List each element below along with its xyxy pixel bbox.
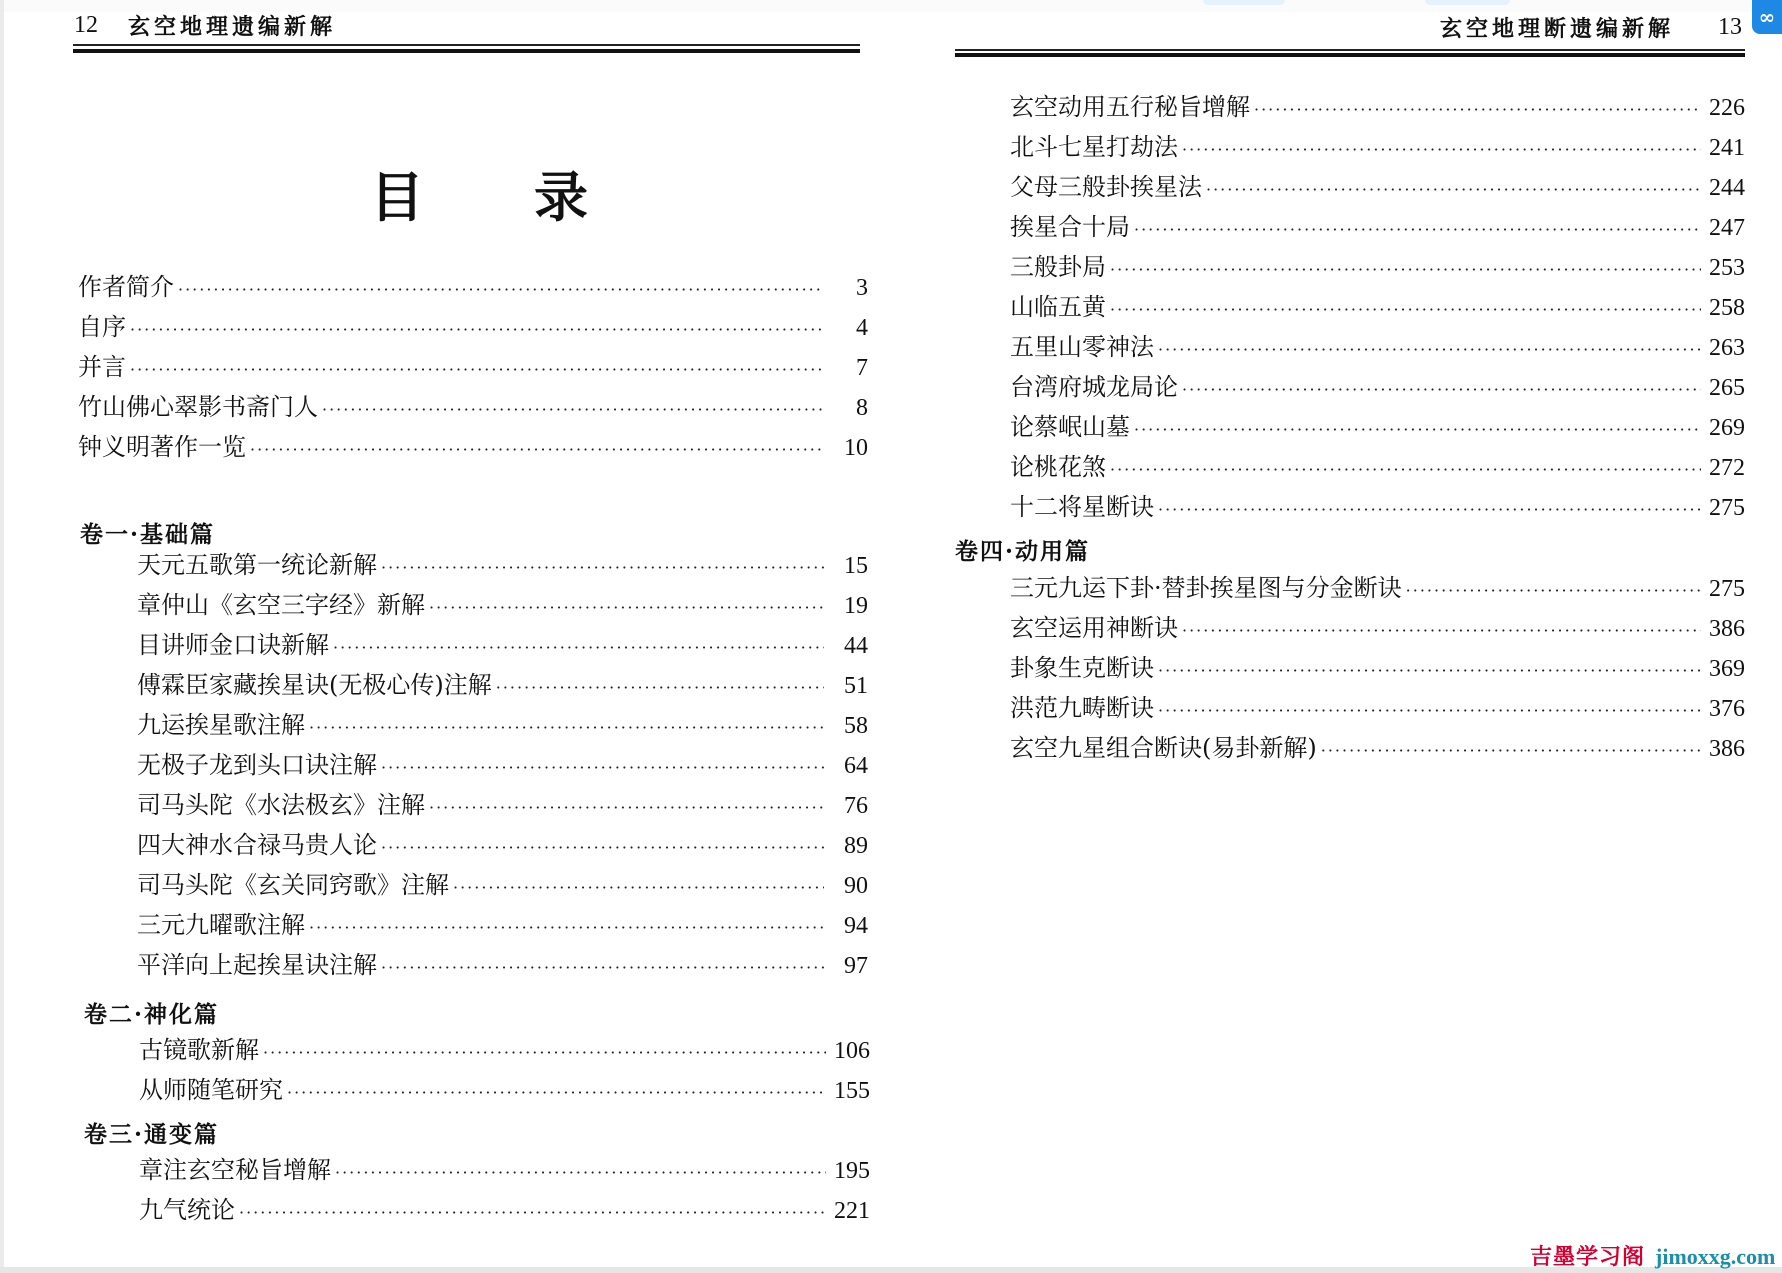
dot-leader (429, 793, 824, 823)
header-rule-thin (73, 44, 860, 46)
toc-entry-page: 94 (844, 913, 868, 939)
toc-entry-label: 九气统论 (139, 1196, 235, 1224)
dot-leader (1182, 616, 1701, 646)
toc-entry-page: 263 (1709, 335, 1745, 361)
toolbar-pill[interactable] (1425, 0, 1510, 5)
toc-entry[interactable] (137, 910, 868, 940)
toc-entry-label: 无极子龙到头口诀注解 (137, 751, 377, 779)
toc-entry-page: 10 (844, 435, 868, 461)
dot-leader (309, 713, 824, 743)
toc-entry-page: 376 (1709, 696, 1745, 722)
toc-entry-label: 三般卦局 (1010, 253, 1106, 281)
dot-leader (1110, 255, 1701, 285)
toc-entry-page: 3 (856, 275, 868, 301)
viewer-frame-left (0, 0, 4, 1273)
toc-entry-label: 目讲师金口诀新解 (137, 631, 329, 659)
toc-entry-label: 挨星合十局 (1010, 213, 1130, 241)
toc-entry-label: 洪范九畴断诀 (1010, 694, 1154, 722)
toc-entry-label: 三元九曜歌注解 (137, 911, 305, 939)
toc-entry[interactable] (78, 312, 868, 342)
toc-entry-label: 章仲山《玄空三字经》新解 (137, 591, 425, 619)
dot-leader (1158, 656, 1701, 686)
toc-entry[interactable] (137, 550, 868, 580)
dot-leader (130, 315, 824, 345)
toc-entry[interactable] (1010, 492, 1745, 522)
toc-entry-label: 自序 (78, 313, 126, 341)
toc-entry-label: 从师随笔研究 (139, 1076, 283, 1104)
toc-entry[interactable] (137, 790, 868, 820)
toolbar-pill[interactable] (1203, 0, 1285, 5)
toc-entry[interactable] (139, 1035, 870, 1065)
dot-leader (381, 753, 824, 783)
toc-entry[interactable] (78, 392, 868, 422)
toc-entry-label: 五里山零神法 (1010, 333, 1154, 361)
dot-leader (239, 1198, 826, 1228)
volume-heading: 卷四·动用篇 (955, 538, 1091, 565)
toc-entry-label: 章注玄空秘旨增解 (139, 1156, 331, 1184)
toc-entry[interactable] (137, 950, 868, 980)
toc-entry-page: 155 (834, 1078, 870, 1104)
toc-entry[interactable] (137, 750, 868, 780)
toc-entry-page: 244 (1709, 175, 1745, 201)
header-rule-thin (955, 49, 1745, 51)
dot-leader (1254, 95, 1701, 125)
toc-entry[interactable] (1010, 372, 1745, 402)
toc-entry-label: 钟义明著作一览 (78, 433, 246, 461)
dot-leader (453, 873, 824, 903)
dot-leader (496, 673, 824, 703)
toc-entry-page: 8 (856, 395, 868, 421)
toc-entry-page: 386 (1709, 616, 1745, 642)
toc-entry-label: 玄空运用神断诀 (1010, 614, 1178, 642)
toc-entry-page: 76 (844, 793, 868, 819)
toc-entry-label: 司马头陀《水法极玄》注解 (137, 791, 425, 819)
dot-leader (381, 833, 824, 863)
running-head-left: 玄空地理遗编新解 (128, 14, 337, 40)
toc-entry-label: 山临五黄 (1010, 293, 1106, 321)
dot-leader (381, 953, 824, 983)
toc-entry-page: 64 (844, 753, 868, 779)
toc-entry[interactable] (1010, 693, 1745, 723)
running-head-right: 玄空地理断遗编新解 (1440, 16, 1675, 42)
toc-entry-label: 北斗七星打劫法 (1010, 133, 1178, 161)
toc-entry-page: 90 (844, 873, 868, 899)
toc-entry-page: 258 (1709, 295, 1745, 321)
dot-leader (130, 355, 824, 385)
page-number-right: 13 (1718, 14, 1742, 40)
toc-entry-label: 四大神水合禄马贵人论 (137, 831, 377, 859)
toc-entry-page: 58 (844, 713, 868, 739)
toc-entry-label: 玄空九星组合断诀(易卦新解) (1010, 734, 1317, 762)
dot-leader (1110, 455, 1701, 485)
toc-entry-label: 竹山佛心翠影书斋门人 (78, 393, 318, 421)
dot-leader (1182, 135, 1701, 165)
toc-entry-label: 天元五歌第一统论新解 (137, 551, 377, 579)
toc-entry[interactable] (78, 272, 868, 302)
toc-entry-label: 古镜歌新解 (139, 1036, 259, 1064)
toc-entry-page: 369 (1709, 656, 1745, 682)
dot-leader (287, 1078, 826, 1108)
viewer-frame-bottom (0, 1267, 1782, 1273)
toc-entry-page: 275 (1709, 495, 1745, 521)
dot-leader (335, 1158, 826, 1188)
toc-entry[interactable] (137, 710, 868, 740)
toc-entry[interactable] (137, 630, 868, 660)
toc-entry-label: 论桃花煞 (1010, 453, 1106, 481)
toc-entry[interactable] (137, 670, 868, 700)
toc-entry-page: 265 (1709, 375, 1745, 401)
toc-entry-label: 并言 (78, 353, 126, 381)
toc-entry-label: 三元九运下卦·替卦挨星图与分金断诀 (1010, 574, 1402, 602)
toc-entry-page: 272 (1709, 455, 1745, 481)
toc-entry-label: 论蔡岷山墓 (1010, 413, 1130, 441)
toc-entry[interactable] (1010, 573, 1745, 603)
toc-entry-page: 7 (856, 355, 868, 381)
dot-leader (309, 913, 824, 943)
infinity-icon[interactable]: ∞ (1752, 0, 1782, 34)
toc-entry[interactable] (78, 432, 868, 462)
toc-entry-label: 父母三般卦挨星法 (1010, 173, 1202, 201)
toc-entry[interactable] (1010, 132, 1745, 162)
page-number-left: 12 (74, 12, 98, 38)
toc-entry-page: 253 (1709, 255, 1745, 281)
toc-entry-page: 4 (856, 315, 868, 341)
dot-leader (1158, 495, 1701, 525)
toc-entry-page: 97 (844, 953, 868, 979)
volume-heading: 卷三·通变篇 (84, 1121, 220, 1148)
toc-entry-label: 台湾府城龙局论 (1010, 373, 1178, 401)
watermark-en: jimoxxg.com (1655, 1244, 1776, 1269)
toc-entry[interactable] (137, 590, 868, 620)
toc-entry-page: 226 (1709, 95, 1745, 121)
toc-entry-label: 卦象生克断诀 (1010, 654, 1154, 682)
toc-entry[interactable] (137, 830, 868, 860)
toc-entry-page: 15 (844, 553, 868, 579)
toc-entry[interactable] (1010, 252, 1745, 282)
dot-leader (1182, 375, 1701, 405)
toc-entry-page: 89 (844, 833, 868, 859)
toc-entry-page: 51 (844, 673, 868, 699)
toc-entry[interactable] (137, 870, 868, 900)
dot-leader (1406, 576, 1701, 606)
dot-leader (381, 553, 824, 583)
toc-entry-label: 司马头陀《玄关同窍歌》注解 (137, 871, 449, 899)
toc-entry[interactable] (139, 1075, 870, 1105)
toc-entry[interactable] (1010, 332, 1745, 362)
toc-entry[interactable] (1010, 653, 1745, 683)
toc-entry[interactable] (1010, 452, 1745, 482)
toc-entry-label: 玄空动用五行秘旨增解 (1010, 93, 1250, 121)
toc-entry-page: 386 (1709, 736, 1745, 762)
header-rule-thick (73, 49, 860, 53)
toc-entry-label: 九运挨星歌注解 (137, 711, 305, 739)
dot-leader (333, 633, 824, 663)
toc-entry-page: 241 (1709, 135, 1745, 161)
dot-leader (1134, 415, 1701, 445)
toc-entry[interactable] (1010, 613, 1745, 643)
toc-entry-page: 44 (844, 633, 868, 659)
toc-entry-page: 247 (1709, 215, 1745, 241)
toc-entry-label: 傅霖臣家藏挨星诀(无极心传)注解 (137, 671, 492, 699)
dot-leader (1110, 295, 1701, 325)
dot-leader (178, 275, 824, 305)
toc-title: 目录 (370, 165, 698, 229)
toc-entry[interactable] (1010, 172, 1745, 202)
watermark (1530, 1240, 1775, 1271)
volume-heading: 卷一·基础篇 (80, 521, 216, 548)
dot-leader (1134, 215, 1701, 245)
toc-entry[interactable] (1010, 412, 1745, 442)
toc-entry-page: 19 (844, 593, 868, 619)
toc-entry-page: 275 (1709, 576, 1745, 602)
toc-entry[interactable] (78, 352, 868, 382)
toc-entry-label: 平洋向上起挨星诀注解 (137, 951, 377, 979)
dot-leader (1158, 335, 1701, 365)
toc-entry-page: 221 (834, 1198, 870, 1224)
toc-entry[interactable] (139, 1195, 870, 1225)
toc-entry-page: 269 (1709, 415, 1745, 441)
toc-entry[interactable] (1010, 92, 1745, 122)
toc-entry[interactable] (1010, 292, 1745, 322)
dot-leader (1206, 175, 1701, 205)
toc-entry-page: 195 (834, 1158, 870, 1184)
toc-entry[interactable] (1010, 212, 1745, 242)
toc-entry-label: 作者简介 (78, 273, 174, 301)
dot-leader (1321, 736, 1701, 766)
toc-entry[interactable] (1010, 733, 1745, 763)
dot-leader (322, 395, 824, 425)
toc-entry-page: 106 (834, 1038, 870, 1064)
dot-leader (429, 593, 824, 623)
toc-entry-label: 十二将星断诀 (1010, 493, 1154, 521)
toc-entry[interactable] (139, 1155, 870, 1185)
dot-leader (250, 435, 824, 465)
volume-heading: 卷二·神化篇 (84, 1001, 220, 1028)
header-rule-thick (955, 53, 1745, 57)
watermark-cn: 吉墨学习阁 (1530, 1245, 1646, 1270)
dot-leader (1158, 696, 1701, 726)
dot-leader (263, 1038, 826, 1068)
